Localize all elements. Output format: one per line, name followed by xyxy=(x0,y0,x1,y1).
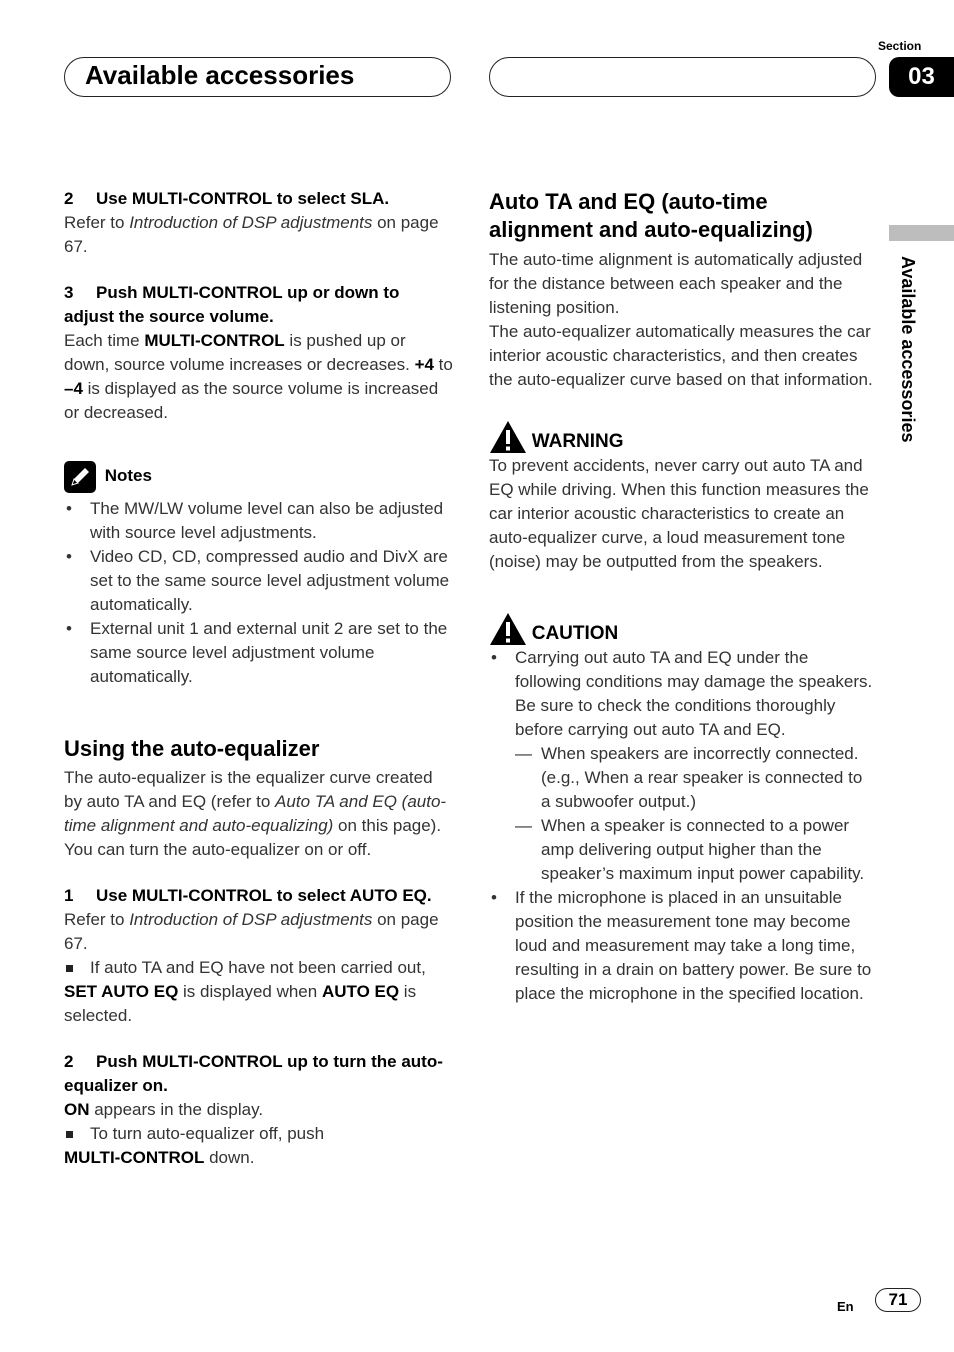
right-column xyxy=(489,188,875,1006)
warning-icon xyxy=(489,420,527,454)
list-item: — When a speaker is connected to a power amp delivering output higher than the speaker’s maximum input power capability. xyxy=(515,814,875,886)
section-number: 03 xyxy=(889,57,954,97)
caution-block xyxy=(489,612,875,1006)
step-2-eq-note-continued: MULTI-CONTROL down. xyxy=(64,1148,255,1167)
step-3-text: Each time MULTI-CONTROL is pushed up or down, source volume increases or decreases. +4 to –4 is displayed as the source volume is increased or decreased. xyxy=(64,331,453,422)
step-1-eq-note-continued: SET AUTO EQ is displayed when AUTO EQ is selected. xyxy=(64,982,417,1025)
list-item: • Video CD, CD, compressed audio and DivX are set to the same source level adjustment volume automatically. xyxy=(64,545,454,617)
auto-eq-paragraph-2: You can turn the auto-equalizer on or off. xyxy=(64,840,372,859)
caution-icon xyxy=(489,612,527,646)
caution-heading: CAUTION xyxy=(531,623,619,644)
step-2-eq-text: ON appears in the display. xyxy=(64,1100,264,1119)
left-column xyxy=(64,187,454,1170)
section-label: Section xyxy=(878,39,922,53)
notes-heading: Notes xyxy=(104,466,152,486)
pencil-icon xyxy=(64,461,96,493)
auto-ta-eq-heading: Auto TA and EQ (auto-time alignment and auto-equalizing) xyxy=(489,189,813,242)
warning-heading: WARNING xyxy=(531,431,624,452)
notes-block xyxy=(64,461,454,689)
header-title-pill xyxy=(64,57,451,97)
step-2-eq-note: To turn auto-equalizer off, push xyxy=(64,1122,454,1146)
caution-sublist xyxy=(515,742,875,886)
warning-text: To prevent accidents, never carry out auto TA and EQ while driving. When this function measures the car interior acoustic characteristics to create an auto-equalizer curve, a loud measurement tone (noise) may be outputted from the speakers. xyxy=(489,456,869,571)
header-empty-pill xyxy=(489,57,876,97)
step-1-eq-title: 1 Use MULTI-CONTROL to select AUTO EQ. xyxy=(64,886,432,905)
list-item: — When speakers are incorrectly connected. (e.g., When a rear speaker is connected to a subwoofer output.) xyxy=(515,742,875,814)
step-2-eq-title: 2 Push MULTI-CONTROL up to turn the auto-equalizer on. xyxy=(64,1052,443,1095)
side-tab-label: Available accessories xyxy=(898,256,918,443)
list-item: • External unit 1 and external unit 2 are set to the same source level adjustment volume automatically. xyxy=(64,617,454,689)
auto-ta-paragraph-1: The auto-time alignment is automatically adjusted for the distance between each speaker and the listening position. xyxy=(489,250,863,317)
list-item: • Carrying out auto TA and EQ under the following conditions may damage the speakers. Be sure to check the conditions thoroughly before carrying out auto TA and EQ. — When speakers are incorrectly connected. (e.g., When a rear speaker is connected to a subwoofer output.) — When a speaker is connected to a power amp delivering output higher than the speaker’s maximum input power capability. xyxy=(489,646,875,886)
step-2-sla-title: 2 Use MULTI-CONTROL to select SLA. xyxy=(64,189,390,208)
auto-ta-paragraph-2: The auto-equalizer automatically measures the car interior acoustic characteristics, and then creates the auto-equalizer curve based on that information. xyxy=(489,322,873,389)
step-2-sla-reference: Refer to Introduction of DSP adjustments on page 67. xyxy=(64,213,439,256)
auto-eq-heading: Using the auto-equalizer xyxy=(64,736,320,761)
page-title: Available accessories xyxy=(85,60,355,90)
auto-eq-paragraph-1: The auto-equalizer is the equalizer curve created by auto TA and EQ (refer to Auto TA and EQ (auto-time alignment and auto-equalizing) on this page). xyxy=(64,768,447,835)
notes-list xyxy=(64,497,454,689)
warning-block xyxy=(489,420,875,574)
step-3-title: 3 Push MULTI-CONTROL up or down to adjust the source volume. xyxy=(64,283,400,326)
list-item: • The MW/LW volume level can also be adjusted with source level adjustments. xyxy=(64,497,454,545)
caution-list xyxy=(489,646,875,1006)
step-1-eq-reference: Refer to Introduction of DSP adjustments on page 67. xyxy=(64,910,439,953)
list-item: • If the microphone is placed in an unsuitable position the measurement tone may become loud and measurement may take a long time, resulting in a drain on battery power. Be sure to place the microphone in the specified location. xyxy=(489,886,875,1006)
language-label: En xyxy=(837,1299,854,1314)
step-1-eq-note: If auto TA and EQ have not been carried out, xyxy=(64,956,454,980)
page-number: 71 xyxy=(875,1288,921,1312)
side-tab-bar xyxy=(889,225,954,241)
